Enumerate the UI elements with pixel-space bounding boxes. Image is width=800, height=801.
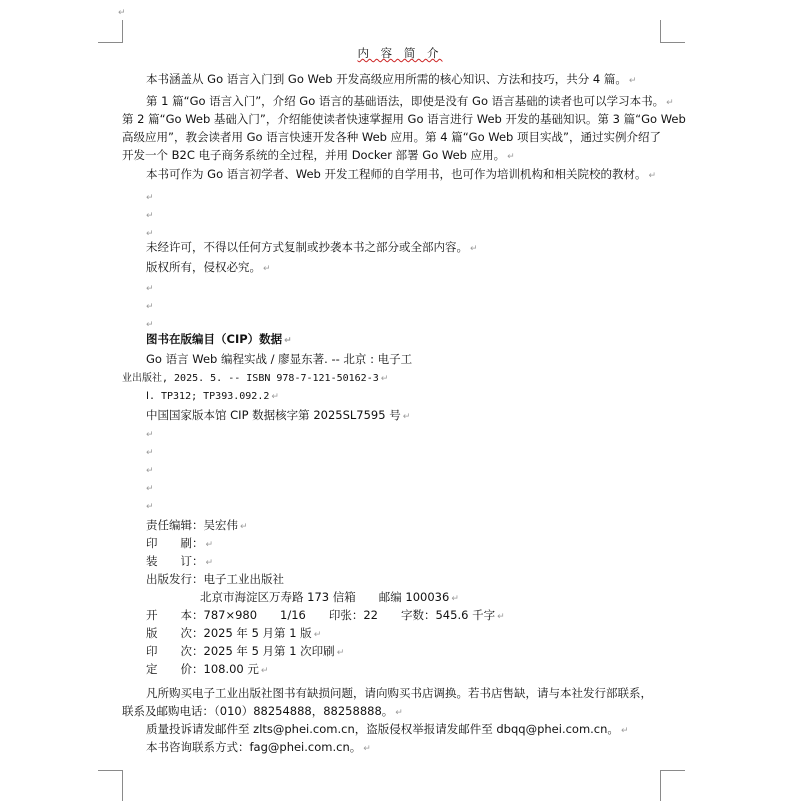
- empty-paragraph: ↵: [146, 448, 154, 458]
- credit-edition: 版 次：2025 年 5 月第 1 版 ↵: [146, 626, 322, 640]
- empty-paragraph: ↵: [146, 502, 154, 512]
- credit-publisher: 出版发行：电子工业出版社: [146, 572, 284, 586]
- intro-line-4: 高级应用”，教会读者用 Go 语言快速开发各种 Web 应用。第 4 篇“Go Web 项目实战”，通过实例介绍了: [122, 130, 661, 144]
- intro-line-2: 第 1 篇“Go 语言入门”，介绍 Go 语言的基础语法，即使是没有 Go 语言基础的读者也可以学习本书。 ↵: [146, 94, 674, 108]
- intro-line-5: 开发一个 B2C 电子商务系统的全过程，并用 Docker 部署 Go Web 应用。 ↵: [122, 148, 515, 162]
- cip-line-3: Ⅰ. TP312; TP393.092.2 ↵: [146, 391, 279, 402]
- footer-line-3: 质量投诉请发邮件至 zlts@phei.com.cn，盗版侵权举报请发邮件至 dbqq@phei.com.cn。 ↵: [146, 722, 629, 736]
- credit-print: 印 刷： ↵: [146, 536, 214, 550]
- empty-paragraph: ↵: [146, 211, 154, 221]
- copyright-line-1: 未经许可，不得以任何方式复制或抄袭本书之部分或全部内容。 ↵: [146, 240, 478, 254]
- intro-line-6: 本书可作为 Go 语言初学者、Web 开发工程师的自学用书，也可作为培训机构和相关院校的教材。 ↵: [146, 167, 657, 181]
- cip-line-2: 业出版社, 2025. 5. -- ISBN 978-7-121-50162-3 ↵: [122, 373, 389, 384]
- crop-mark-bottom-left: [98, 770, 123, 801]
- empty-paragraph: ↵: [146, 302, 154, 312]
- empty-paragraph: ↵: [146, 284, 154, 294]
- empty-paragraph: ↵: [146, 229, 154, 239]
- credit-format: 开 本：787×980 1/16 印张：22 字数：545.6 千字 ↵: [146, 608, 505, 622]
- empty-paragraph: ↵: [146, 484, 154, 494]
- empty-paragraph: ↵: [146, 320, 154, 330]
- cip-line-1: Go 语言 Web 编程实战 / 廖显东著. -- 北京 : 电子工: [146, 352, 413, 366]
- credit-binding: 装 订： ↵: [146, 554, 214, 568]
- credit-price: 定 价：108.00 元 ↵: [146, 662, 269, 676]
- intro-line-3: 第 2 篇“Go Web 基础入门”，介绍能使读者快速掌握用 Go 语言进行 Web 开发的基础知识。第 3 篇“Go Web: [122, 112, 686, 126]
- footer-line-2: 联系及邮购电话：（010）88254888，88258888。 ↵: [122, 704, 403, 718]
- credit-editor: 责任编辑：吴宏伟 ↵: [146, 518, 248, 532]
- empty-paragraph: ↵: [146, 193, 154, 203]
- cip-heading: 图书在版编目（CIP）数据 ↵: [146, 332, 292, 346]
- credit-printing: 印 次：2025 年 5 月第 1 次印刷 ↵: [146, 644, 345, 658]
- crop-mark-top-left: [98, 20, 123, 43]
- copyright-line-2: 版权所有，侵权必究。 ↵: [146, 260, 271, 274]
- empty-paragraph: ↵: [146, 430, 154, 440]
- crop-mark-bottom-right: [660, 770, 685, 801]
- paragraph-mark: ↵: [118, 8, 126, 18]
- intro-line-1: 本书涵盖从 Go 语言入门到 Go Web 开发高级应用所需的核心知识、方法和技巧，共分 4 篇。 ↵: [146, 72, 637, 86]
- empty-paragraph: ↵: [146, 466, 154, 476]
- cip-line-4: 中国国家版本馆 CIP 数据核字第 2025SL7595 号 ↵: [146, 408, 411, 422]
- footer-line-1: 凡所购买电子工业出版社图书有缺损问题，请向购买书店调换。若书店售缺，请与本社发行部联系，: [146, 686, 652, 700]
- crop-mark-top-right: [660, 20, 685, 43]
- credit-address: 北京市海淀区万寿路 173 信箱 邮编 100036 ↵: [200, 590, 459, 604]
- footer-line-4: 本书咨询联系方式：fag@phei.com.cn。 ↵: [146, 740, 371, 754]
- page-title: 内 容 简 介: [357, 46, 443, 60]
